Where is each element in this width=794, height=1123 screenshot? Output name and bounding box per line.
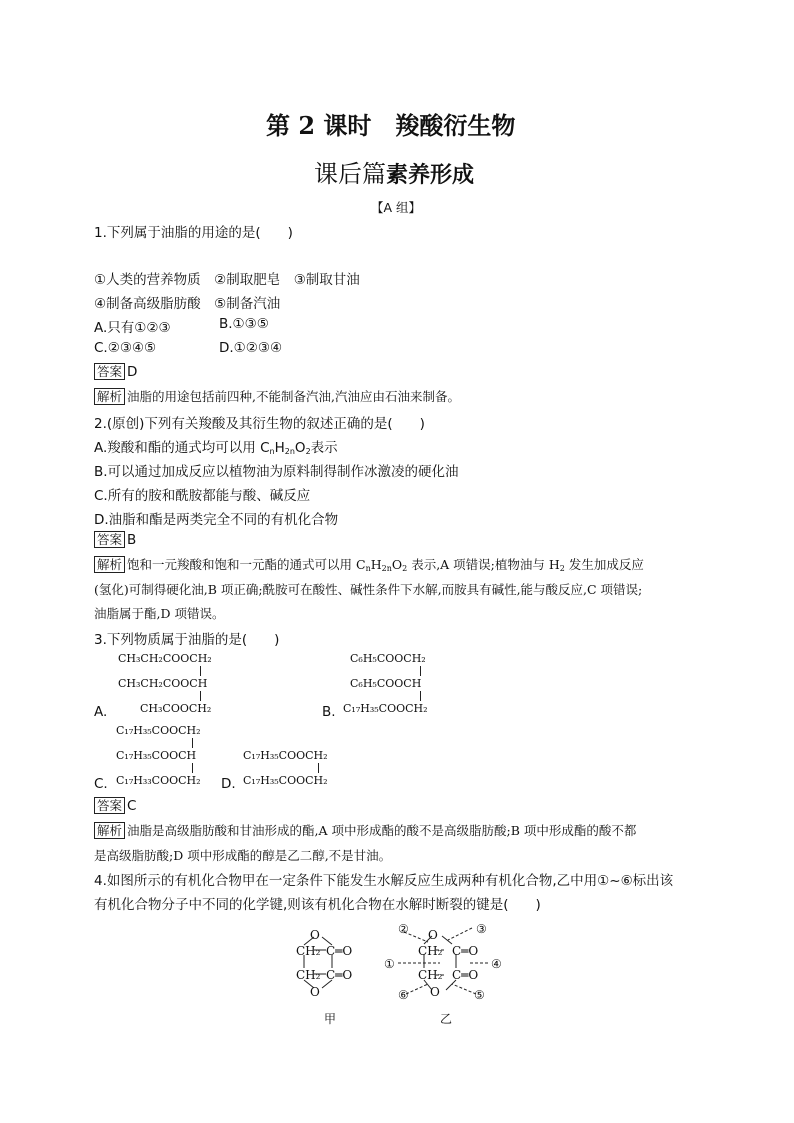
section-title-b: 素养形成 [386, 162, 475, 188]
q3-explanation-line1 [94, 821, 636, 839]
q3-answer-value: C [127, 798, 137, 814]
q2-explanation-line2: (氢化)可制得硬化油,B 项正确;酰胺可在酸性、碱性条件下水解,而胺具有碱性,能与酸反应,C 项错误; [94, 582, 643, 597]
bond-line [192, 738, 193, 748]
q1-stem: 1.下列属于油脂的用途的是( ) [94, 225, 293, 241]
yi-o-bot: O [430, 985, 440, 999]
formula-sub: n [269, 447, 275, 456]
q2-option-d: D.油脂和酯是两类完全不同的有机化合物 [94, 512, 339, 528]
yi-bond-1: ① [384, 957, 395, 971]
explain-tag: 解析 [94, 822, 125, 839]
q3-answer [94, 797, 136, 814]
page-title: 第 2 课时 羧酸衍生物 [266, 111, 516, 140]
q3-option-d-label: D. [221, 776, 236, 792]
q3-stem: 3.下列物质属于油脂的是( ) [94, 632, 280, 648]
q1-option-b: B.①③⑤ [219, 316, 269, 332]
q1-option-a: A.只有①②③ [94, 320, 171, 336]
q3-c-line2: C₁₇H₃₅COOCH [116, 749, 197, 762]
q1-items-line1: ①人类的营养物质 ②制取肥皂 ③制取甘油 [94, 272, 360, 288]
q2-answer-value: B [127, 532, 137, 548]
bond-line [318, 763, 319, 773]
q2-answer [94, 531, 136, 548]
q1-answer-value: D [127, 364, 138, 380]
jia-o-bot: O [310, 985, 320, 999]
formula-o: O [294, 440, 306, 456]
q1-answer [94, 363, 137, 380]
jia-ch2-top: CH₂ [296, 944, 321, 958]
formula-sub: 2 [402, 564, 408, 573]
formula-sub: 2n [284, 447, 295, 456]
section-title-a: 课后篇 [314, 160, 386, 188]
q3-c-line1: C₁₇H₃₅COOCH₂ [116, 724, 201, 737]
q2-option-c: C.所有的胺和酰胺都能与酸、碱反应 [94, 488, 311, 504]
bond-line [192, 763, 193, 773]
formula-sub: 2n [381, 564, 392, 573]
q3-a-line2: CH₃CH₂COOCH [118, 677, 208, 690]
q3-d-line1: C₁₇H₃₅COOCH₂ [243, 749, 328, 762]
yi-bond-6: ⑥ [398, 988, 409, 1002]
q3-option-c-label: C. [94, 776, 108, 792]
answer-tag: 答案 [94, 531, 125, 548]
q1-explanation-text: 油脂的用途包括前四种,不能制备汽油,汽油应由石油来制备。 [127, 389, 460, 404]
yi-ch2-bot: CH₂ [418, 968, 443, 982]
q2-explanation-text: 饱和一元羧酸和饱和一元酯的通式可以用 C [127, 557, 366, 572]
q2-explanation-line3: 油脂属于酯,D 项错误。 [94, 606, 225, 621]
formula-h: H [274, 440, 285, 456]
answer-tag: 答案 [94, 363, 125, 380]
q2-option-a-tail: 表示 [310, 440, 338, 456]
bond-line [420, 691, 421, 701]
yi-label: 乙 [440, 1012, 453, 1026]
q3-b-line2: C₆H₅COOCH [350, 677, 422, 690]
q3-option-b-label: B. [322, 704, 336, 720]
q3-c-line3: C₁₇H₃₃COOCH₂ [116, 774, 201, 787]
explain-tag: 解析 [94, 388, 125, 405]
q2-option-a-text: A.羧酸和酯的通式均可以用 C [94, 440, 270, 456]
q2-option-a [94, 436, 338, 456]
q2-stem: 2.(原创)下列有关羧酸及其衍生物的叙述正确的是( ) [94, 416, 425, 432]
jia-c-top: C═O [326, 944, 353, 958]
yi-bond-4: ④ [491, 957, 502, 971]
bond-line [200, 666, 201, 676]
formula-o: O [391, 557, 403, 572]
formula-h: H [370, 557, 382, 572]
q3-b-line3: C₁₇H₃₅COOCH₂ [343, 702, 428, 715]
yi-ch2-top: CH₂ [418, 944, 443, 958]
explain-tag: 解析 [94, 556, 125, 573]
q2-explanation-line1 [94, 555, 644, 573]
group-label: 【A 组】 [371, 200, 422, 215]
jia-c-bot: C═O [326, 968, 353, 982]
formula-sub: 2 [305, 447, 311, 456]
q2-explanation-text: 表示,A 项错误;植物油与 H [407, 557, 560, 572]
q1-items-line2: ④制备高级脂肪酸 ⑤制备汽油 [94, 296, 281, 312]
q2-option-b: B.可以通过加成反应以植物油为原料制得制作冰激凌的硬化油 [94, 464, 459, 480]
q3-a-line1: CH₃CH₂COOCH₂ [118, 652, 212, 665]
q3-explanation-line2: 是高级脂肪酸;D 项中形成酯的醇是乙二醇,不是甘油。 [94, 848, 392, 863]
bond-line [420, 666, 421, 676]
yi-bond-3: ③ [476, 922, 487, 936]
q1-option-d: D.①②③④ [219, 340, 283, 356]
section-title [314, 154, 474, 189]
formula-sub: 2 [559, 564, 565, 573]
yi-c-bot: C═O [452, 968, 479, 982]
q3-explanation-text: 油脂是高级脂肪酸和甘油形成的酯,A 项中形成酯的酸不是高级脂肪酸;B 项中形成酯的酸不都 [127, 823, 637, 838]
q1-explanation [94, 387, 460, 405]
q1-option-c: C.②③④⑤ [94, 340, 157, 356]
bond-line [200, 691, 201, 701]
q4-stem-line2: 有机化合物分子中不同的化学键,则该有机化合物在水解时断裂的键是( ) [94, 897, 541, 913]
q3-d-line2: C₁₇H₃₅COOCH₂ [243, 774, 328, 787]
yi-bond-5: ⑤ [474, 988, 485, 1002]
q2-explanation-text: 发生加成反应 [564, 557, 644, 572]
q3-option-a-label: A. [94, 704, 108, 720]
structure-jia-bonds [290, 925, 370, 1000]
jia-ch2-bot: CH₂ [296, 968, 321, 982]
q4-stem-line1: 4.如图所示的有机化合物甲在一定条件下能发生水解反应生成两种有机化合物,乙中用①~⑥标出该 [94, 873, 674, 889]
yi-c-top: C═O [452, 944, 479, 958]
q3-b-line1: C₆H₅COOCH₂ [350, 652, 426, 665]
q3-a-line3: CH₃COOCH₂ [140, 702, 212, 715]
jia-o-top: O [310, 928, 320, 942]
jia-label: 甲 [324, 1012, 337, 1026]
yi-bond-2: ② [398, 922, 409, 936]
yi-o-top: O [428, 928, 438, 942]
formula-sub: n [365, 564, 371, 573]
answer-tag: 答案 [94, 797, 125, 814]
